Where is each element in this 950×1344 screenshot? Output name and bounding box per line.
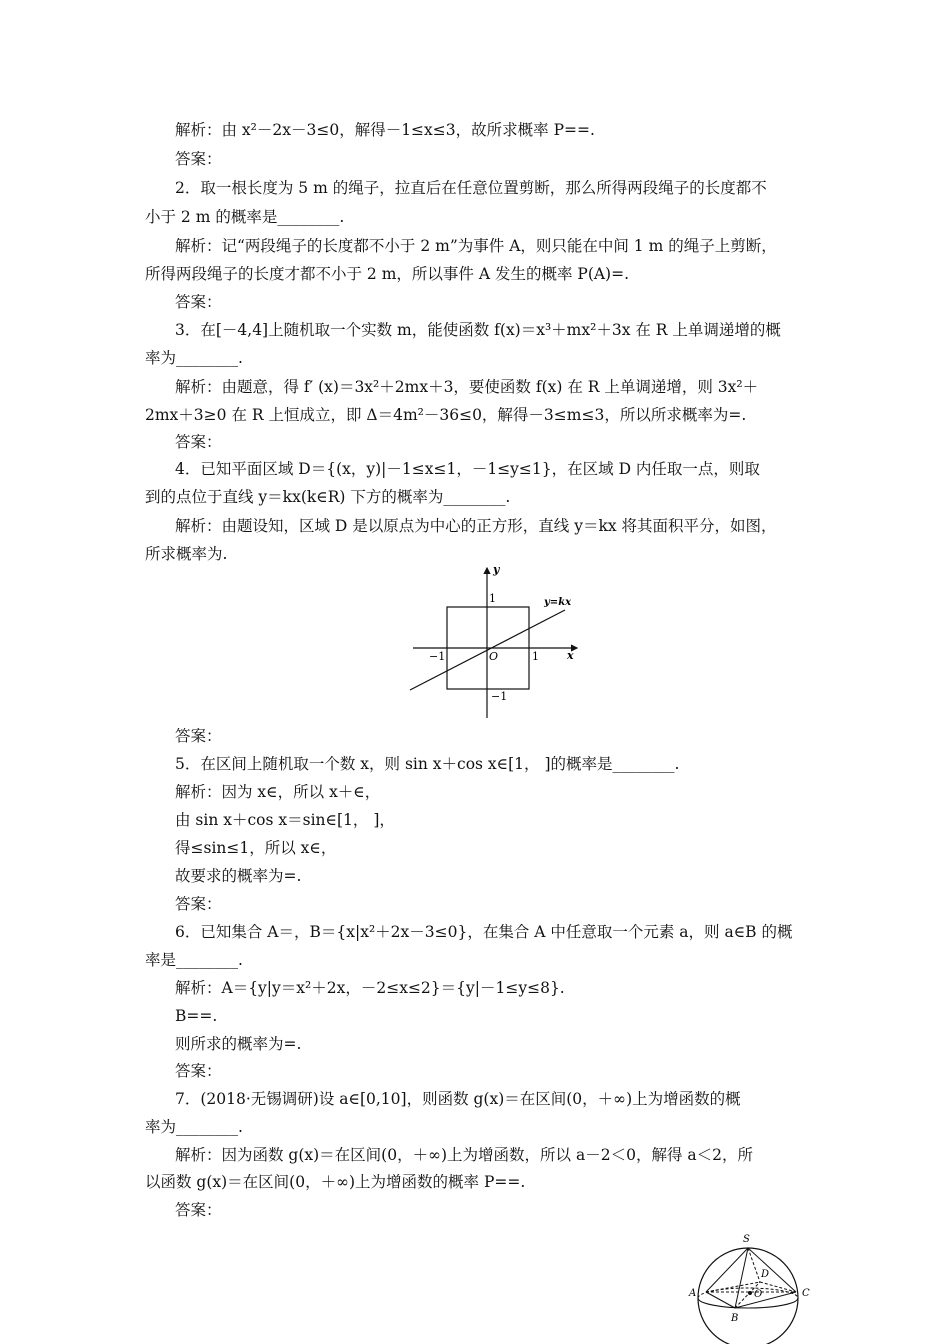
question-6-cont: 率是________. bbox=[145, 951, 243, 969]
solution-6-step3: 则所求的概率为=. bbox=[175, 1035, 302, 1053]
question-6: 6．已知集合 A＝，B＝{x|x²＋2x－3≤0}，在集合 A 中任意取一个元素 a，则 a∈B 的概 bbox=[175, 923, 793, 941]
answer-4: 答案： bbox=[175, 727, 222, 745]
square-region-figure bbox=[405, 560, 585, 725]
solution-5-step4: 故要求的概率为=. bbox=[175, 867, 302, 885]
line-label: y=kx bbox=[544, 597, 572, 608]
edge-ab bbox=[706, 1292, 735, 1308]
solution-6-step2: B==. bbox=[175, 1007, 218, 1025]
answer-6: 答案： bbox=[175, 1062, 222, 1080]
equator-front bbox=[698, 1298, 798, 1308]
tick-x-pos: 1 bbox=[532, 650, 539, 663]
solution-5: 解析：因为 x∈，所以 x＋∈， bbox=[175, 783, 381, 801]
label-b: B bbox=[731, 1313, 739, 1324]
solution-4: 解析：由题设知，区域 D 是以原点为中心的正方形，直线 y＝kx 将其面积平分，如图， bbox=[175, 517, 777, 535]
question-4: 4．已知平面区域 D＝{(x，y)|－1≤x≤1，－1≤y≤1}，在区域 D 内任取一点，则取 bbox=[175, 460, 760, 478]
solution-6: 解析：A＝{y|y＝x²＋2x，－2≤x≤2}＝{y|－1≤y≤8}. bbox=[175, 979, 565, 997]
label-c: C bbox=[802, 1288, 810, 1299]
tick-x-neg: −1 bbox=[429, 650, 446, 663]
question-2: 2．取一根长度为 5 m 的绳子，拉直后在任意位置剪断，那么所得两段绳子的长度都不 bbox=[175, 179, 767, 197]
answer-2: 答案： bbox=[175, 293, 222, 311]
y-axis-label: y bbox=[493, 563, 500, 576]
sphere-pyramid-figure bbox=[688, 1230, 818, 1344]
question-5: 5．在区间上随机取一个数 x，则 sin x＋cos x∈[1， ]的概率是________. bbox=[175, 755, 680, 773]
solution-2-cont: 所得两段绳子的长度才都不小于 2 m，所以事件 A 发生的概率 P(A)=. bbox=[145, 265, 630, 283]
edge-bc bbox=[735, 1292, 796, 1308]
question-7: 7．(2018·无锡调研)设 a∈[0,10]，则函数 g(x)＝在区间(0，＋∞)上为增函数的概 bbox=[175, 1090, 741, 1108]
solution-7-cont: 以函数 g(x)＝在区间(0，＋∞)上为增函数的概率 P==. bbox=[145, 1173, 526, 1191]
solution-1: 解析：由 x²－2x－3≤0，解得－1≤x≤3，故所求概率 P==. bbox=[175, 121, 595, 139]
edge-sb bbox=[735, 1248, 748, 1308]
solution-2: 解析：记“两段绳子的长度都不小于 2 m”为事件 A，则只能在中间 1 m 的绳子上剪断， bbox=[175, 237, 777, 255]
question-7-cont: 率为________. bbox=[145, 1118, 243, 1136]
question-3: 3．在[－4,4]上随机取一个实数 m，能使函数 f(x)＝x³＋mx²＋3x 在 R 上单调递增的概 bbox=[175, 321, 781, 339]
tick-y-pos: 1 bbox=[489, 592, 496, 605]
label-o: O bbox=[754, 1289, 763, 1300]
solution-3-cont: 2mx＋3≥0 在 R 上恒成立，即 Δ＝4m²－36≤0，解得－3≤m≤3，所以所求概率为=. bbox=[145, 406, 747, 424]
origin-label: O bbox=[489, 650, 499, 663]
tick-y-neg: −1 bbox=[491, 690, 508, 703]
answer-7: 答案： bbox=[175, 1201, 222, 1219]
question-3-cont: 率为________. bbox=[145, 349, 243, 367]
question-4-cont: 到的点位于直线 y＝kx(k∈R) 下方的概率为________. bbox=[145, 488, 511, 506]
answer-1: 答案： bbox=[175, 150, 222, 168]
label-s: S bbox=[743, 1234, 750, 1245]
question-2-cont: 小于 2 m 的概率是________. bbox=[145, 208, 345, 226]
label-a: A bbox=[689, 1288, 697, 1299]
answer-3: 答案： bbox=[175, 433, 222, 451]
solution-5-step3: 得≤sin≤1，所以 x∈， bbox=[175, 839, 337, 857]
center-point bbox=[748, 1291, 752, 1295]
answer-5: 答案： bbox=[175, 895, 222, 913]
solution-5-step2: 由 sin x＋cos x＝sin∈[1， ]， bbox=[175, 811, 395, 829]
x-axis-label: x bbox=[567, 649, 574, 662]
solution-4-cont: 所求概率为. bbox=[145, 545, 228, 563]
label-d: D bbox=[761, 1269, 770, 1280]
solution-7: 解析：因为函数 g(x)＝在区间(0，＋∞)上为增函数，所以 a－2＜0，解得 a＜2，所 bbox=[175, 1146, 753, 1164]
solution-3: 解析：由题意，得 f′ (x)＝3x²＋2mx＋3，要使函数 f(x) 在 R 上单调递增，则 3x²＋ bbox=[175, 378, 759, 396]
